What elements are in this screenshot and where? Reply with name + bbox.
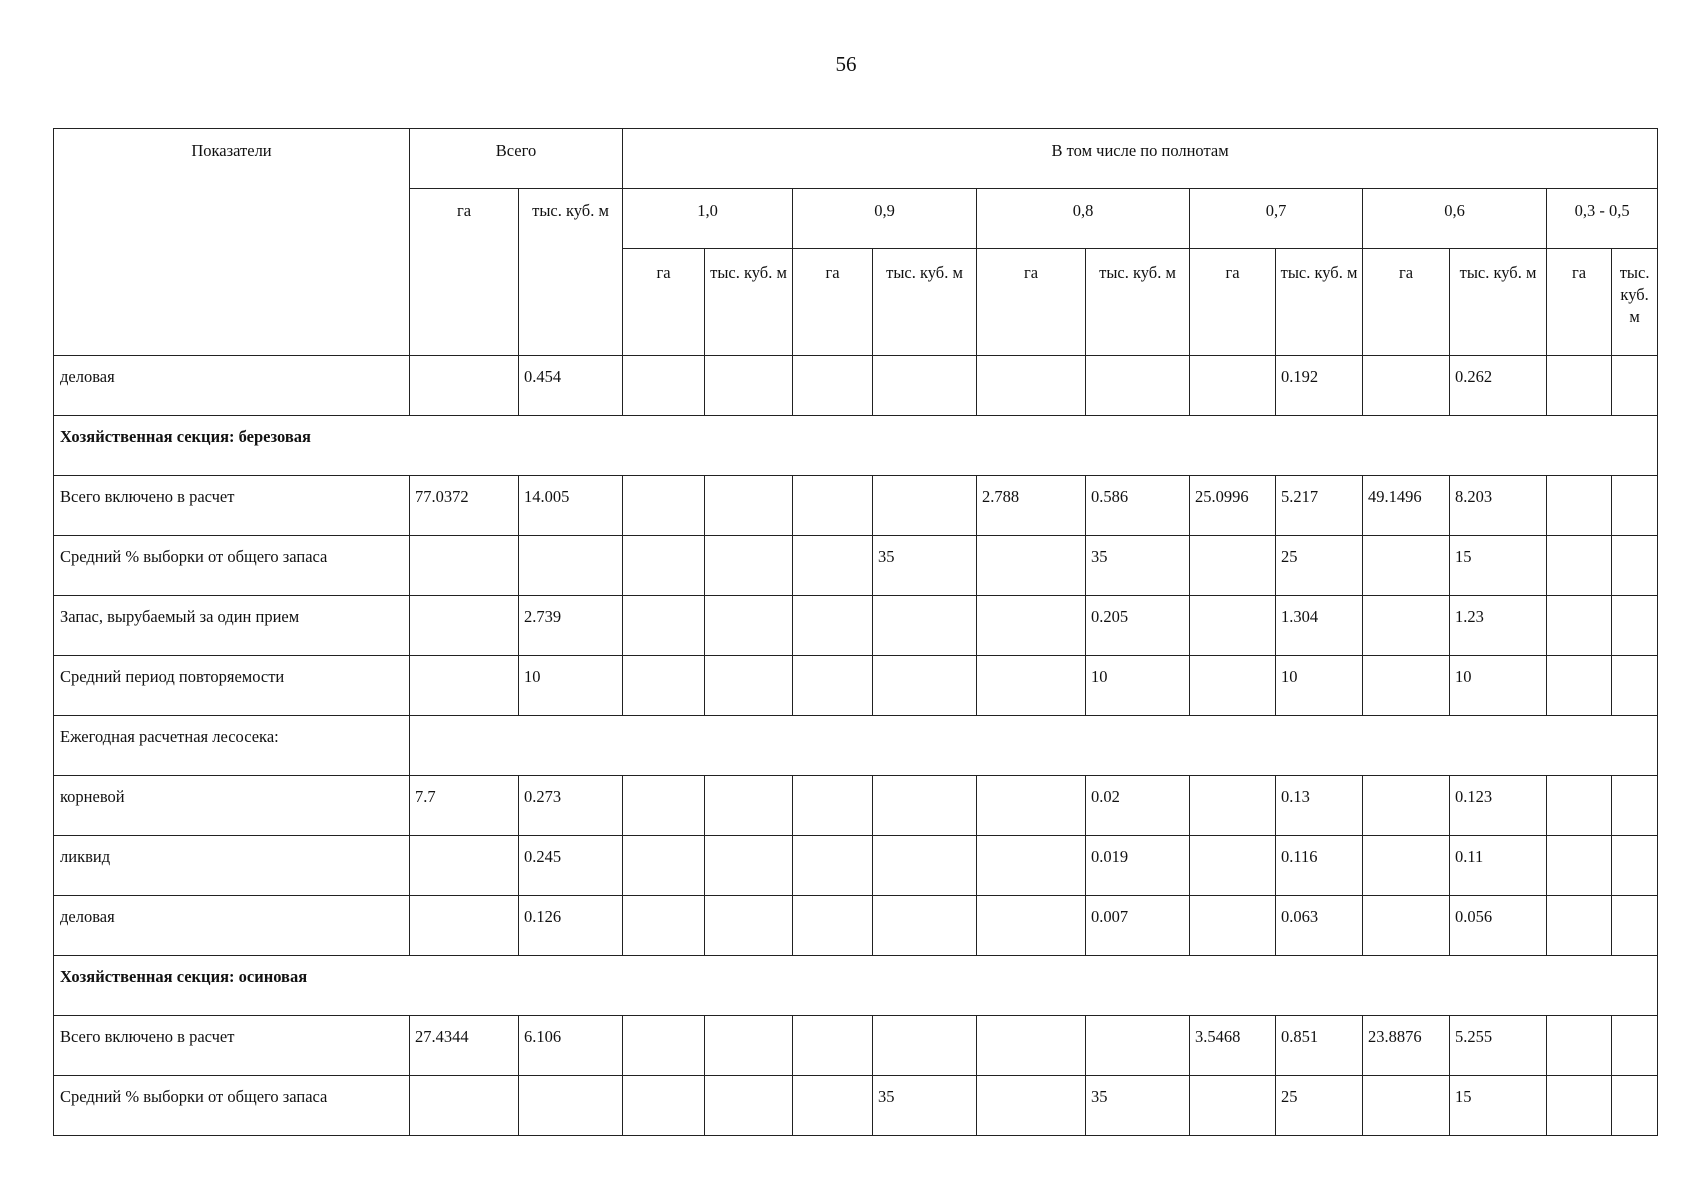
table-row [54,716,1658,776]
subheader-vol: тыс. куб. м [873,249,977,356]
table-cell [1547,776,1612,836]
table-cell [1612,356,1658,416]
table-cell: 0.205 [1086,596,1190,656]
subheader-ha: га [977,249,1086,356]
table-cell [623,356,705,416]
table-cell [1363,776,1450,836]
table-cell [1363,836,1450,896]
subheader-ha: га [623,249,705,356]
table-cell: 0.02 [1086,776,1190,836]
table-cell: 2.739 [519,596,623,656]
table-cell [793,656,873,716]
table-cell [623,1016,705,1076]
table-cell [1612,536,1658,596]
table-cell [977,836,1086,896]
header-density-0-6: 0,6 [1363,189,1547,249]
table-row [54,1076,1658,1136]
table-cell: 15 [1450,536,1547,596]
table-cell: 10 [1086,656,1190,716]
table-cell: 14.005 [519,476,623,536]
header-total-ha: га [410,189,519,356]
table-cell [1547,896,1612,956]
table-cell [1086,1016,1190,1076]
section-row [54,416,1658,476]
table-cell [1363,656,1450,716]
table-cell [977,656,1086,716]
table-cell: 35 [873,536,977,596]
table-cell: 0.454 [519,356,623,416]
table-cell: 0.056 [1450,896,1547,956]
table-cell [873,356,977,416]
table-row [54,656,1658,716]
table-cell [410,656,519,716]
table-row [54,536,1658,596]
table-cell [1363,536,1450,596]
table-cell [705,1016,793,1076]
table-cell [1547,356,1612,416]
table-cell: 23.8876 [1363,1016,1450,1076]
table-cell [1612,656,1658,716]
table-cell [705,776,793,836]
table-cell: 0.13 [1276,776,1363,836]
table-cell [793,776,873,836]
table-cell [873,896,977,956]
row-label: корневой [54,776,410,836]
subheader-ha: га [793,249,873,356]
row-label: ликвид [54,836,410,896]
section-title: Хозяйственная секция: березовая [54,416,1658,476]
table-cell [793,1076,873,1136]
table-cell [793,536,873,596]
section-title: Хозяйственная секция: осиновая [54,956,1658,1016]
table-cell [623,656,705,716]
table-cell [623,1076,705,1136]
table-cell [1547,656,1612,716]
table-cell [793,896,873,956]
table-cell [410,536,519,596]
table-cell [1547,836,1612,896]
table-cell [977,776,1086,836]
row-label: Ежегодная расчетная лесосека: [54,716,410,776]
table-cell [977,536,1086,596]
table-cell [1547,596,1612,656]
table-row [54,1016,1658,1076]
table-cell [793,476,873,536]
row-label: деловая [54,356,410,416]
table-cell: 3.5468 [1190,1016,1276,1076]
table-row [54,596,1658,656]
table-row [54,476,1658,536]
table-cell: 35 [1086,536,1190,596]
table-cell [1086,356,1190,416]
header-density-0-8: 0,8 [977,189,1190,249]
table-cell [1547,1016,1612,1076]
table-cell [410,1076,519,1136]
table-cell [873,836,977,896]
table-row [54,356,1658,416]
table-cell [793,1016,873,1076]
table-cell: 0.586 [1086,476,1190,536]
table-cell [1363,356,1450,416]
subheader-vol: тыс. куб. м [1276,249,1363,356]
header-total-vol: тыс. куб. м [519,189,623,356]
table-cell [1190,896,1276,956]
subheader-vol: тыс. куб. м [1086,249,1190,356]
table-cell: 25 [1276,1076,1363,1136]
table-cell [873,596,977,656]
table-cell: 0.192 [1276,356,1363,416]
table-cell: 25.0996 [1190,476,1276,536]
table-cell: 8.203 [1450,476,1547,536]
table-row [54,836,1658,896]
table-cell: 7.7 [410,776,519,836]
table-cell [410,356,519,416]
table-cell [1612,476,1658,536]
subheader-ha: га [1547,249,1612,356]
table-cell [873,776,977,836]
table-cell [873,1016,977,1076]
table-cell [519,536,623,596]
table-cell [977,896,1086,956]
table-cell [1363,1076,1450,1136]
table-cell [705,1076,793,1136]
table-cell [1612,896,1658,956]
table-cell [1190,596,1276,656]
table-cell [1190,836,1276,896]
table-cell: 0.123 [1450,776,1547,836]
table-cell [977,596,1086,656]
row-label: Всего включено в расчет [54,476,410,536]
table-cell [977,1016,1086,1076]
table-cell [1190,536,1276,596]
page-number: 56 [835,52,857,76]
table-body [54,356,1658,1136]
subheader-vol: тыс. куб. м [705,249,793,356]
table-cell [705,476,793,536]
table-cell: 10 [1450,656,1547,716]
table-cell [623,596,705,656]
table-cell [705,596,793,656]
table-cell: 10 [519,656,623,716]
table-cell: 0.063 [1276,896,1363,956]
table-cell [623,476,705,536]
table-cell [793,596,873,656]
table-cell: 0.116 [1276,836,1363,896]
table-cell [1363,896,1450,956]
table-cell [793,836,873,896]
table-cell [705,536,793,596]
header-density-0-7: 0,7 [1190,189,1363,249]
subheader-vol: тыс. куб. м [1450,249,1547,356]
row-label: Средний % выборки от общего запаса [54,1076,410,1136]
forest-table [53,128,1658,1136]
table-cell: 5.255 [1450,1016,1547,1076]
table-cell: 77.0372 [410,476,519,536]
table-cell [410,596,519,656]
table-cell [873,476,977,536]
subheader-ha: га [1190,249,1276,356]
table-cell [977,356,1086,416]
table-cell [1190,356,1276,416]
table-cell [1547,476,1612,536]
table-row [54,776,1658,836]
table-cell [705,836,793,896]
table-cell [1363,596,1450,656]
header-by-density: В том числе по полнотам [623,129,1658,189]
merged-empty-cell [410,716,1658,776]
table-cell: 0.273 [519,776,623,836]
table-cell [977,1076,1086,1136]
table-cell: 49.1496 [1363,476,1450,536]
table-cell: 10 [1276,656,1363,716]
table-cell: 0.262 [1450,356,1547,416]
table-cell: 0.019 [1086,836,1190,896]
table-cell [1190,656,1276,716]
table-cell [410,836,519,896]
table-cell: 0.007 [1086,896,1190,956]
table-cell [623,536,705,596]
table-cell: 35 [873,1076,977,1136]
table-cell: 0.851 [1276,1016,1363,1076]
table-cell: 2.788 [977,476,1086,536]
table-cell: 0.11 [1450,836,1547,896]
table-cell [519,1076,623,1136]
header-density-1-0: 1,0 [623,189,793,249]
table-cell: 1.304 [1276,596,1363,656]
table-cell: 6.106 [519,1016,623,1076]
table-row [54,896,1658,956]
row-label: Запас, вырубаемый за один прием [54,596,410,656]
table-cell [623,776,705,836]
subheader-vol: тыс. куб. м [1612,249,1658,356]
subheader-ha: га [1363,249,1450,356]
table-cell: 0.245 [519,836,623,896]
table-cell [1547,1076,1612,1136]
section-row [54,956,1658,1016]
table-cell [873,656,977,716]
table-cell [705,356,793,416]
table-cell [623,836,705,896]
row-label: деловая [54,896,410,956]
header-total: Всего [410,129,623,189]
header-indicators: Показатели [54,129,410,356]
table-cell: 35 [1086,1076,1190,1136]
table-cell: 15 [1450,1076,1547,1136]
table-cell: 0.126 [519,896,623,956]
table-cell: 25 [1276,536,1363,596]
row-label: Средний период повторяемости [54,656,410,716]
table-cell [1190,776,1276,836]
row-label: Всего включено в расчет [54,1016,410,1076]
table-cell: 5.217 [1276,476,1363,536]
table-cell [705,656,793,716]
table-cell [1612,776,1658,836]
table-cell [1547,536,1612,596]
row-label: Средний % выборки от общего запаса [54,536,410,596]
table-cell [1612,596,1658,656]
header-density-0-9: 0,9 [793,189,977,249]
table-cell [1612,1016,1658,1076]
table-cell [1190,1076,1276,1136]
table-cell [1612,1076,1658,1136]
header-density-0-3-0-5: 0,3 - 0,5 [1547,189,1658,249]
table-cell: 1.23 [1450,596,1547,656]
table-cell: 27.4344 [410,1016,519,1076]
table-cell [793,356,873,416]
table-cell [1612,836,1658,896]
table-cell [623,896,705,956]
table-cell [410,896,519,956]
table-cell [705,896,793,956]
